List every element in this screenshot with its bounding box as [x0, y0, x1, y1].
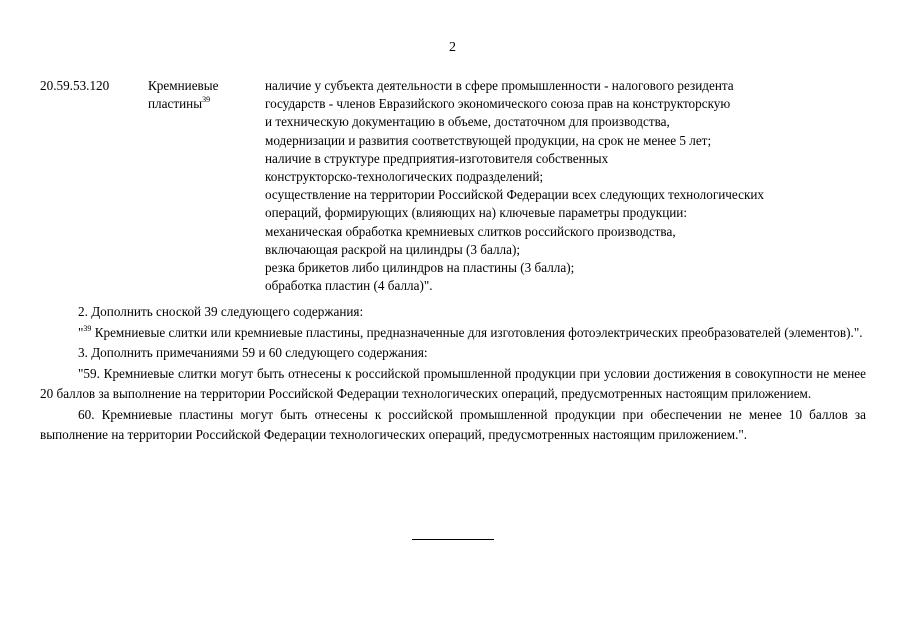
requirement-line: обработка пластин (4 балла)".: [265, 278, 433, 294]
page-number: 2: [449, 40, 456, 55]
document-body: [40, 302, 866, 446]
requirement-line: и техническую документацию в объеме, достаточном для производства,: [265, 114, 670, 130]
requirements-list: [265, 77, 865, 295]
requirement-line: наличие в структуре предприятия-изготовителя собственных: [265, 150, 609, 166]
product-name-line2: [148, 95, 258, 113]
requirement-line: конструкторско-технологических подразделений;: [265, 169, 544, 185]
product-name-text: пластины: [148, 96, 203, 111]
product-name-line1: Кремниевые: [148, 78, 219, 93]
footnote-text: Кремниевые слитки или кремниевые пластины, предназначенные для изготовления фотоэлектрических преобразователей (элементов).".: [91, 324, 863, 340]
product-name: [148, 77, 258, 113]
requirement-line: государств - членов Евразийского экономического союза прав на конструкторскую: [265, 96, 731, 112]
paragraph-footnote-intro: 2. Дополнить сноской 39 следующего содержания:: [78, 304, 364, 319]
requirement-line: модернизации и развития соответствующей продукции, на срок не менее 5 лет;: [265, 132, 712, 148]
requirement-line: механическая обработка кремниевых слитков российского производства,: [265, 223, 676, 239]
paragraph-footnote-text: [40, 323, 866, 344]
requirement-line: операций, формирующих (влияющих на) ключевые параметры продукции:: [265, 205, 688, 221]
paragraph-notes-intro: 3. Дополнить примечаниями 59 и 60 следующего содержания:: [78, 345, 428, 360]
requirement-line: осуществление на территории Российской Федерации всех следующих технологических: [265, 187, 765, 203]
footnote-ref: 39: [83, 323, 92, 333]
okpd-code: 20.59.53.120: [40, 78, 110, 93]
requirement-line: включающая раскрой на цилиндры (3 балла);: [265, 241, 521, 257]
paragraph-note-60: 60. Кремниевые пластины могут быть отнесены к российской промышленной продукции при обеспечении не менее 10 баллов за выполнение на территории Российской Федерации технологических операций, предусмотренных настоящим приложением.".: [40, 406, 866, 442]
footnote-ref: 39: [202, 95, 211, 104]
footnote-divider: [412, 539, 494, 540]
requirement-line: наличие у субъекта деятельности в сфере промышленности - налогового резидента: [265, 78, 734, 93]
open-quote: ": [78, 324, 84, 340]
paragraph-note-59: "59. Кремниевые слитки могут быть отнесены к российской промышленной продукции при условии достижения в совокупности не менее 20 баллов за выполнение на территории Российской Федерации технологических операций, предусмотренных настоящим приложением.: [40, 365, 866, 401]
requirement-line: резка брикетов либо цилиндров на пластины (3 балла);: [265, 260, 575, 276]
